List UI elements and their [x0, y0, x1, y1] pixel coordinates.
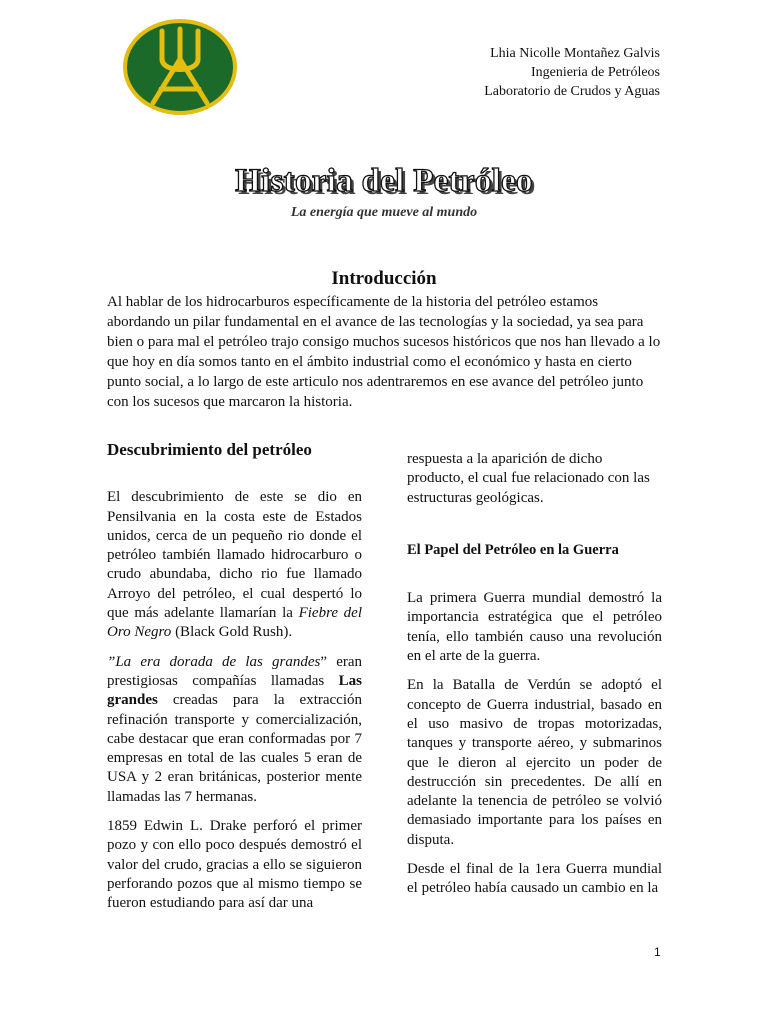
- continuation-paragraph: respuesta a la aparición de dicho producto, el cual fue relacionado con las estructuras geológicas.: [407, 451, 650, 506]
- left-column: [107, 440, 362, 914]
- discovery-paragraph: El descubrimiento de este se dio en Pensilvania en la costa este de Estados unidos, cerca de un pequeño rio donde el petróleo también llamado hidrocarburo o crudo abundaba, dicho rio fue llamado Arroyo del petróleo, el cual despertó lo que más adelante llamarían la Fiebre del Oro Negro (Black Gold Rush).: [107, 489, 362, 641]
- right-column: [407, 450, 662, 899]
- author-name: Lhia Nicolle Montañez Galvis: [490, 46, 660, 61]
- intro-heading: Introducción: [331, 268, 437, 289]
- bold-text: Las grandes: [107, 672, 362, 709]
- quote-text: ”La era dorada de las grandes: [107, 653, 321, 670]
- author-lab: Laboratorio de Crudos y Aguas: [484, 84, 660, 99]
- drake-paragraph: 1859 Edwin L. Drake perforó el primer pozo y con ello poco después demostró el valor del crudo, gracias a ello se siguieron perforando pozos que al mismo tiempo se fueron estudiando para así dar una: [107, 818, 362, 912]
- author-block: [484, 44, 660, 101]
- university-seal-icon: [121, 17, 239, 117]
- intro-paragraph: Al hablar de los hidrocarburos específicamente de la historia del petróleo estamos abordando un pilar fundamental en el avance de las tecnologías y la sociedad, ya sea para bien o para mal el petróleo trajo consigo muchos sucesos históricos que nos han llevado a lo que hoy en día somos tanto en el ámbito industrial como el económico y hasta en cierto punto social, a lo largo de este articulo nos adentraremos en ese avance del petróleo junto con los sucesos que marcaron la historia.: [107, 294, 661, 410]
- author-program: Ingenieria de Petróleos: [530, 65, 660, 80]
- document-subtitle: La energía que mueve al mundo: [290, 205, 478, 220]
- grandes-paragraph: ”La era dorada de las grandes” eran prestigiosas compañías llamadas Las grandes creadas para la extracción refinación transporte y comercialización, cabe destacar que eran conformadas por 7 empresas en total de las cuales 5 eran de USA y 2 eran británicas, posterior mente llamadas las 7 hermanas.: [107, 653, 363, 805]
- war-paragraph-2: En la Batalla de Verdún se adoptó el concepto de Guerra industrial, basado en el uso masivo de tropas motorizadas, tanques y transporte aéreo, y submarinos que le dieron al ejercito un poder de destrucción sin precedentes. De allí en adelante la tenencia de petróleo se volvió demasiado importante para los países en disputa.: [407, 677, 662, 848]
- document-title: Historia del Petróleo: [235, 163, 533, 199]
- section-heading-discovery: Descubrimiento del petróleo: [107, 440, 312, 459]
- war-paragraph-3: Desde el final de la 1era Guerra mundial el petróleo había causado un cambio en la: [407, 861, 662, 897]
- emphasis-text: Fiebre del Oro Negro: [107, 605, 362, 641]
- war-paragraph-1: La primera Guerra mundial demostró la importancia estratégica que el petróleo tenía, ello también causo una revolución en el arte de la guerra.: [407, 590, 662, 665]
- section-heading-war: El Papel del Petróleo en la Guerra: [407, 541, 619, 558]
- page-number: 1: [654, 945, 661, 959]
